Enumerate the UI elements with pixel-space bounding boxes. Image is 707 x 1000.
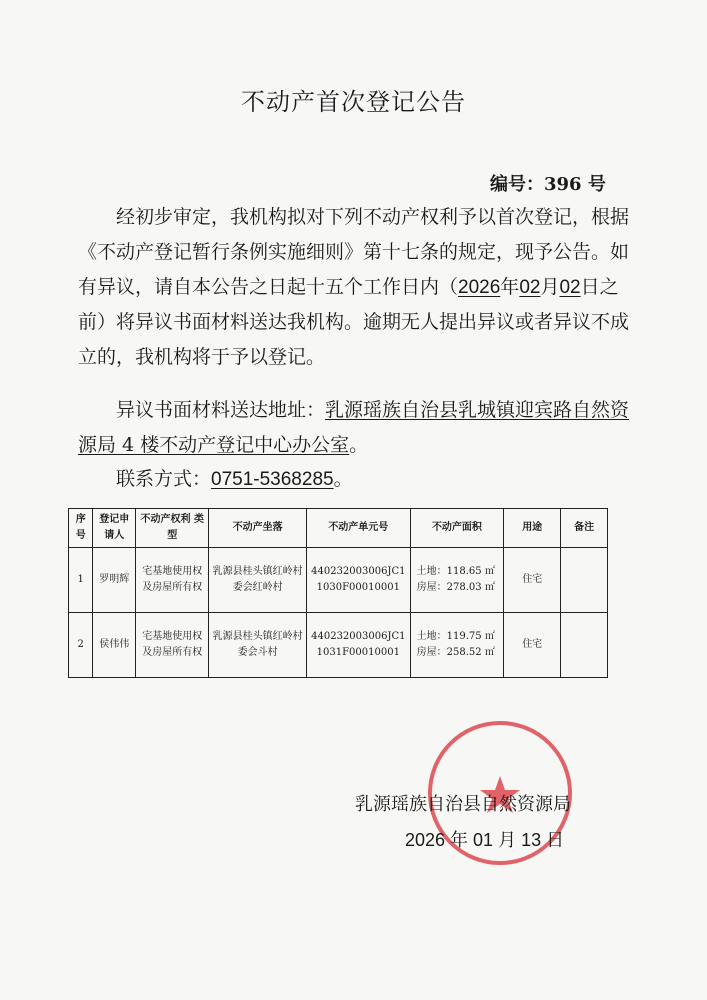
deadline-year: 2026 [458,277,501,298]
usage-cell: 住宅 [504,548,561,613]
land-area: 土地：119.75 ㎡ [416,631,495,642]
issue-date: 2026 年 01 月 13 日 [405,830,565,850]
house-area: 房屋：258.52 ㎡ [416,647,495,658]
location-cell: 乳源县桂头镇红岭村委会红岭村 [209,548,307,613]
table-row [69,613,608,678]
page-title: 不动产首次登记公告 [241,88,466,116]
applicant-cell: 罗明辉 [93,548,136,613]
month-unit: 月 [540,276,560,298]
table-row [69,548,608,613]
contact-end: 。 [333,468,353,490]
objection-address-paragraph [78,393,638,463]
header-cell: 不动产单元号 [306,509,410,548]
house-area: 房屋：278.03 ㎡ [416,582,495,593]
remark-cell [561,548,608,613]
right-type-cell: 宅基地使用权及房屋所有权 [136,613,209,678]
header-cell: 不动产面积 [410,509,504,548]
registration-table [68,508,608,678]
address-end: 。 [349,434,369,456]
applicant-cell: 侯伟伟 [93,613,136,678]
usage-cell: 住宅 [504,613,561,678]
header-cell: 登记申请人 [93,509,136,548]
header-cell: 序号 [69,509,93,548]
header-cell: 不动产权利 类型 [136,509,209,548]
notice-body-paragraph [78,200,638,375]
table-header-row [69,509,608,548]
deadline-month: 02 [519,277,541,298]
unit-number-cell: 440232003006JC11031F00010001 [306,613,410,678]
address-value: 乳源瑶族自治县乳城镇迎宾路自然资源局 4 楼不动产登记中心办公室 [78,399,630,456]
notice-number: 编号：396 号 [490,174,606,195]
remark-cell [561,613,608,678]
area-cell [410,613,504,678]
address-label: 异议书面材料送达地址： [116,399,326,421]
header-cell: 备注 [561,509,608,548]
body-text-a: 经初步审定，我机构拟对下列不动产权利予以首次登记，根据《不动产登记暂行条例实施细则》第十七条的规定，现予公告。如有异议，请自本公告之日起十五个工作日内（ [78,206,630,298]
right-type-cell: 宅基地使用权及房屋所有权 [136,548,209,613]
contact-phone: 0751-5368285 [211,469,334,490]
location-cell: 乳源县桂头镇红岭村委会斗村 [209,613,307,678]
deadline-day: 02 [559,277,581,298]
header-cell: 不动产坐落 [209,509,307,548]
contact-label: 联系方式： [116,468,212,490]
row-number: 2 [69,613,93,678]
area-cell [410,548,504,613]
unit-number-cell: 440232003006JC11030F00010001 [306,548,410,613]
land-area: 土地：118.65 ㎡ [416,566,495,577]
year-unit: 年 [500,276,520,298]
body-text-b: 日之前）将异议书面材料送达我机构。逾期无人提出异议或者异议不成立的，我机构将于予以登记。 [78,276,630,368]
row-number: 1 [69,548,93,613]
contact-paragraph [78,462,638,497]
issuing-organization: 乳源瑶族自治县自然资源局 [355,794,571,815]
header-cell: 用途 [504,509,561,548]
